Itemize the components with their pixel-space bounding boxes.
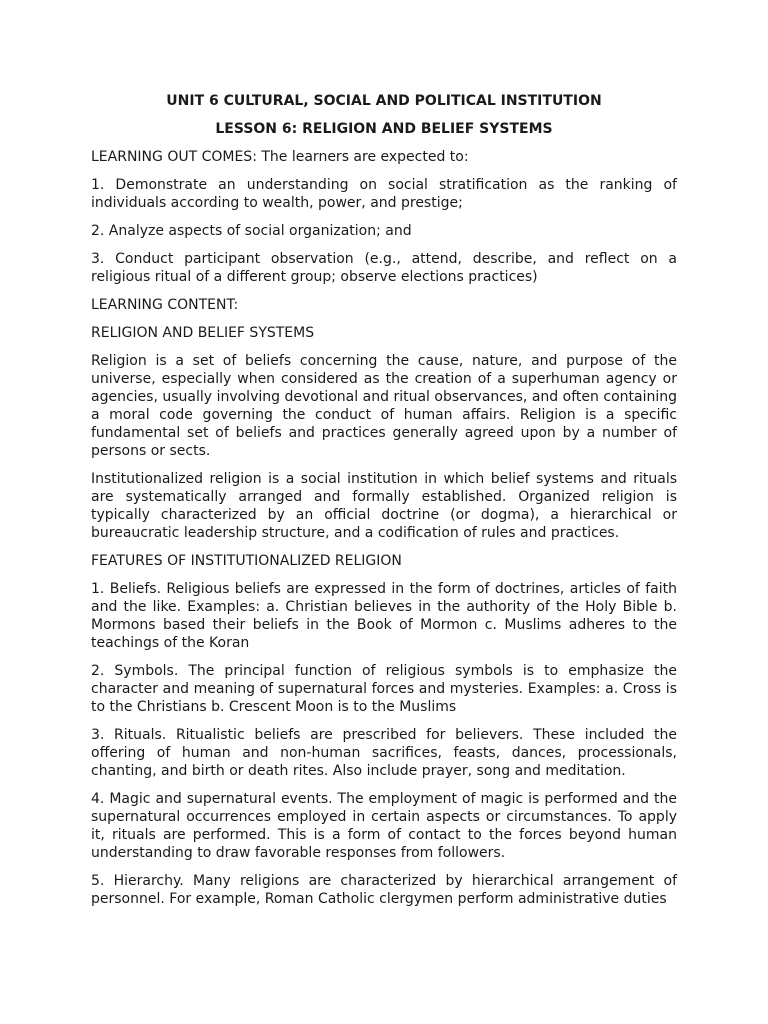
feature-item: 1. Beliefs. Religious beliefs are expressed in the form of doctrines, articles of faith and the like. Examples: a. Christian believes in the authority of the Holy Bible b. Mormons based their beliefs in the Book of Mormon c. Muslims adheres to the teachings of the Koran (91, 581, 677, 651)
section-title: RELIGION AND BELIEF SYSTEMS (91, 325, 315, 341)
body-paragraph: Institutionalized religion is a social institution in which belief systems and rituals are systematically arranged and formally established. Organized religion is typically characterized by an official doctrine (or dogma), a hierarchical or bureaucratic leadership structure, and a codification of rules and practices. (91, 471, 677, 541)
feature-item: 4. Magic and supernatural events. The employment of magic is performed and the supernatural occurrences employed in certain aspects or circumstances. To apply it, rituals are performed. This is a form of contact to the forces beyond human understanding to draw favorable responses from followers. (91, 791, 677, 861)
outcome-item: 2. Analyze aspects of social organization; and (91, 223, 412, 239)
unit-title: UNIT 6 CULTURAL, SOCIAL AND POLITICAL INSTITUTION (166, 93, 602, 109)
feature-item: 2. Symbols. The principal function of religious symbols is to emphasize the character and meaning of supernatural forces and mysteries. Examples: a. Cross is to the Christians b. Crescent Moon is to the Muslims (91, 663, 677, 715)
features-title: FEATURES OF INSTITUTIONALIZED RELIGION (91, 553, 402, 569)
document-page (91, 92, 677, 918)
learning-content-label: LEARNING CONTENT: (91, 297, 239, 313)
learning-outcomes-intro: LEARNING OUT COMES: The learners are expected to: (91, 149, 469, 165)
feature-item: 3. Rituals. Ritualistic beliefs are prescribed for believers. These included the offering of human and non-human sacrifices, feasts, dances, processionals, chanting, and birth or death rites. Also include prayer, song and meditation. (91, 727, 677, 779)
body-paragraph: Religion is a set of beliefs concerning the cause, nature, and purpose of the universe, especially when considered as the creation of a superhuman agency or agencies, usually involving devotional and ritual observances, and often containing a moral code governing the conduct of human affairs. Religion is a specific fundamental set of beliefs and practices generally agreed upon by a number of persons or sects. (91, 353, 677, 459)
outcome-item: 1. Demonstrate an understanding on social stratification as the ranking of individuals according to wealth, power, and prestige; (91, 177, 677, 211)
outcome-item: 3. Conduct participant observation (e.g., attend, describe, and reflect on a religious ritual of a different group; observe elections practices) (91, 251, 677, 285)
feature-item: 5. Hierarchy. Many religions are characterized by hierarchical arrangement of personnel. For example, Roman Catholic clergymen perform administrative duties (91, 873, 677, 907)
lesson-title: LESSON 6: RELIGION AND BELIEF SYSTEMS (215, 121, 553, 137)
